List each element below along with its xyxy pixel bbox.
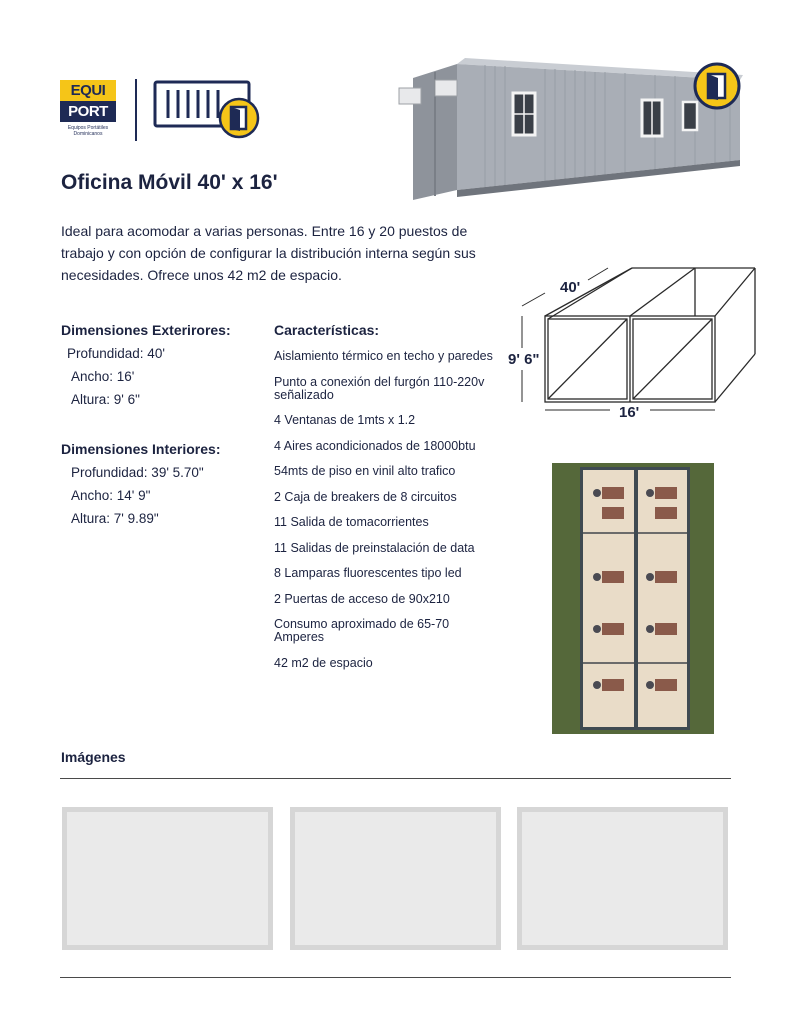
diagram-length-label: 40' xyxy=(560,279,581,296)
diagram-width-label: 16' xyxy=(619,404,640,421)
image-placeholder-1 xyxy=(62,807,273,950)
interior-height: Altura: 7' 9.89" xyxy=(71,511,159,526)
interior-dimensions-list xyxy=(61,461,221,530)
logo-subtitle-line-1: Equipos Portátiles xyxy=(67,125,109,131)
intro-paragraph: Ideal para acomodar a varias personas. Entre 16 y 20 puestos de trabajo y con opción de configurar la distribución interna según sus necesidades. Ofrece unos 42 m2 de espacio. xyxy=(61,223,476,283)
floor-plan-image xyxy=(552,463,714,734)
logo-subtitle xyxy=(60,125,116,137)
exterior-width: Ancho: 16' xyxy=(71,369,135,384)
features-heading: Características: xyxy=(274,322,380,338)
diagram-height-label: 9' 6" xyxy=(508,351,540,368)
feature-item: Consumo aproximado de 65-70 Amperes xyxy=(274,617,450,644)
interior-depth: Profundidad: 39' 5.70" xyxy=(71,465,204,480)
feature-item: 11 Salidas de preinstalación de data xyxy=(274,540,475,555)
logo-bottom-text: PORT xyxy=(68,103,108,120)
feature-item: Aislamiento térmico en techo y paredes xyxy=(274,349,493,363)
exterior-dimensions-heading: Dimensiones Exterirores: xyxy=(61,322,231,338)
divider xyxy=(60,778,731,779)
features-list xyxy=(274,350,499,670)
divider xyxy=(60,977,731,978)
dimension-diagram xyxy=(500,258,770,428)
container-photo xyxy=(395,50,745,210)
page-title: Oficina Móvil 40' x 16' xyxy=(61,171,278,194)
feature-item: 4 Ventanas de 1mts x 1.2 xyxy=(274,413,416,427)
logo-divider xyxy=(135,79,137,141)
logo-top-text: EQUI xyxy=(60,80,116,101)
feature-item: 8 Lamparas fluorescentes tipo led xyxy=(274,566,462,580)
features-section xyxy=(274,322,499,682)
logo-subtitle-line-2: Dominicanos xyxy=(73,131,103,137)
feature-item: 42 m2 de espacio xyxy=(274,655,373,670)
container-door-icon xyxy=(152,78,262,140)
images-heading: Imágenes xyxy=(61,749,126,765)
feature-item: 4 Aires acondicionados de 18000btu xyxy=(274,438,476,453)
exterior-depth: Profundidad: 40' xyxy=(67,346,165,361)
exterior-dimensions xyxy=(61,322,231,411)
interior-width: Ancho: 14' 9" xyxy=(71,488,151,503)
image-placeholder-3 xyxy=(517,807,728,950)
exterior-dimensions-list xyxy=(61,342,231,411)
image-placeholder-2 xyxy=(290,807,501,950)
logo-box xyxy=(60,80,116,122)
interior-dimensions xyxy=(61,441,221,530)
feature-item: 54mts de piso en vinil alto trafico xyxy=(274,464,456,478)
equiport-logo xyxy=(60,80,116,137)
feature-item: 11 Salida de tomacorrientes xyxy=(274,515,429,529)
feature-item: 2 Puertas de acceso de 90x210 xyxy=(274,591,450,606)
interior-dimensions-heading: Dimensiones Interiores: xyxy=(61,441,221,457)
feature-item: Punto a conexión del furgón 110-220v señalizado xyxy=(274,374,485,402)
feature-item: 2 Caja de breakers de 8 circuitos xyxy=(274,489,457,504)
exterior-height: Altura: 9' 6" xyxy=(71,392,140,407)
